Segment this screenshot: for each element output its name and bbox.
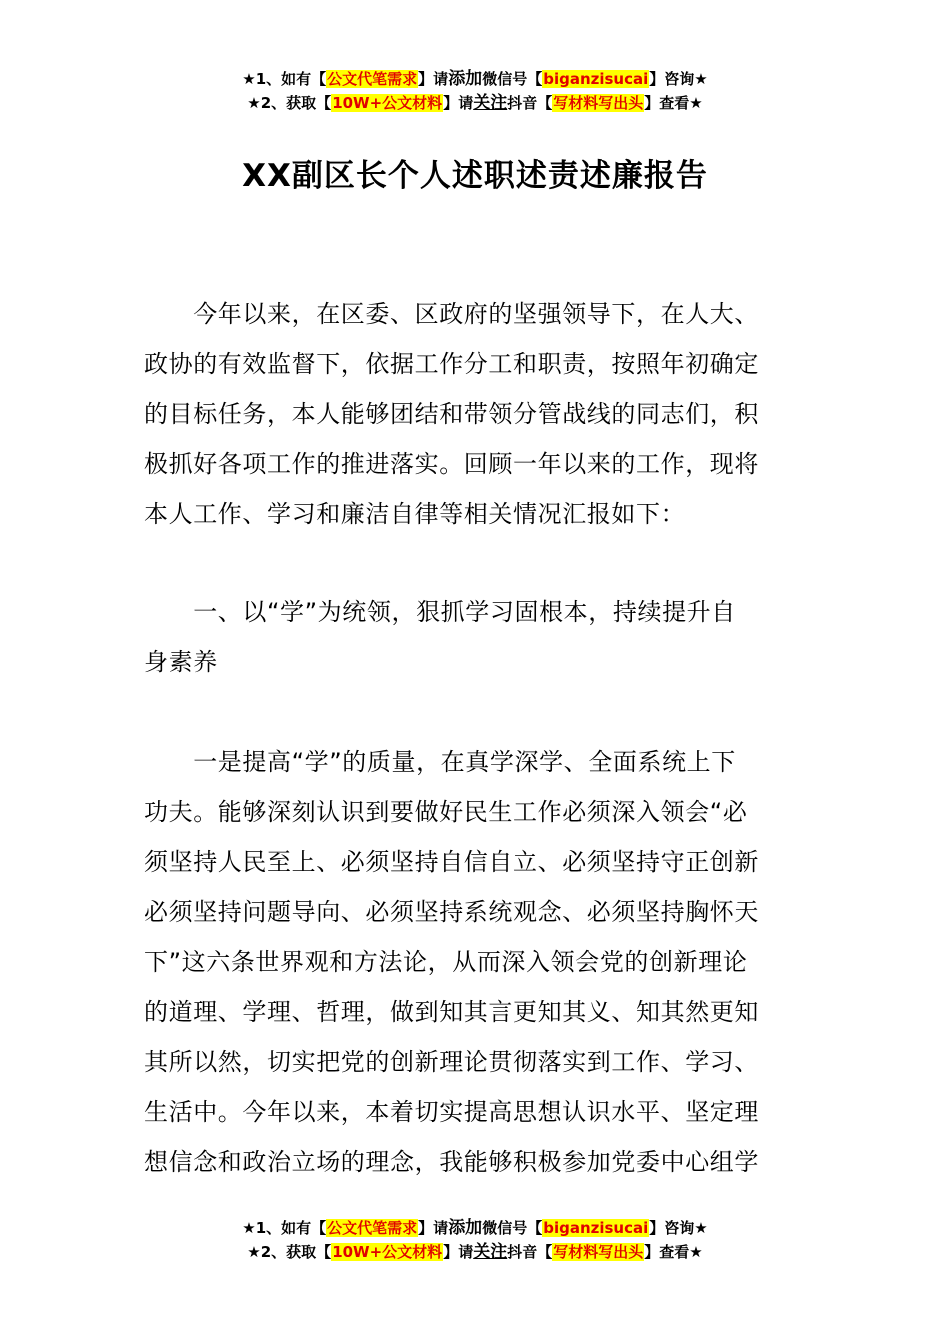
text-line: 一、以“学”为统领，狠抓学习固根本，持续提升自 [144,598,736,626]
banner-highlight: 写材料写出头 [553,94,644,112]
text-line: 的目标任务，本人能够团结和带领分管战线的同志们，积 [144,400,759,428]
banner-emphasis: 添加 [448,1218,483,1238]
bottom-banner [0,1216,950,1264]
banner-highlight: 写材料写出头 [553,1243,644,1261]
banner-text: 】咨询★ [649,70,708,88]
banner-highlight: 公文代笔需求 [327,70,418,88]
banner-text: 微信号【 [482,1219,543,1237]
text-line: 政协的有效监督下，依据工作分工和职责，按照年初确定 [144,350,759,378]
banner-text: 】咨询★ [649,1219,708,1237]
banner-line-1 [0,1216,950,1240]
text-line: 须坚持人民至上、必须坚持自信自立、必须坚持守正创新 [144,848,759,876]
banner-highlight: biganzisucai [543,1219,649,1237]
text-line: 必须坚持问题导向、必须坚持系统观念、必须坚持胸怀天 [144,898,759,926]
banner-text: 】查看★ [644,94,703,112]
banner-highlight: 10W+公文材料 [332,1243,443,1261]
banner-emphasis: 关注 [473,93,508,113]
banner-text: 抖音【 [507,94,553,112]
banner-emphasis: 添加 [448,69,483,89]
top-banner [0,67,950,115]
banner-line-2 [0,91,950,115]
banner-text: 】请 [418,1219,449,1237]
banner-highlight: 公文代笔需求 [327,1219,418,1237]
banner-text: 微信号【 [482,70,543,88]
banner-highlight: 10W+公文材料 [332,94,443,112]
text-line: 今年以来，在区委、区政府的坚强领导下，在人大、 [144,300,759,328]
text-line: 极抓好各项工作的推进落实。回顾一年以来的工作，现将 [144,450,759,478]
text-line: 的道理、学理、哲理，做到知其言更知其义、知其然更知 [144,998,759,1026]
banner-text: 抖音【 [507,1243,553,1261]
section-heading-1 [144,587,808,687]
text-line: 下”这六条世界观和方法论，从而深入领会党的创新理论 [144,948,748,976]
banner-text: ★2、获取【 [247,94,332,112]
banner-highlight: biganzisucai [543,70,649,88]
banner-line-2 [0,1240,950,1264]
body-paragraph-1 [144,737,808,1187]
text-line: 一是提高“学”的质量，在真学深学、全面系统上下 [144,748,736,776]
banner-text: ★1、如有【 [242,70,327,88]
text-line: 功夫。能够深刻认识到要做好民生工作必须深入领会“必 [144,798,748,826]
banner-text: 】查看★ [644,1243,703,1261]
banner-text: 】请 [418,70,449,88]
text-line: 身素养 [144,648,218,676]
document-title: XX副区长个人述职述责述廉报告 [242,158,708,194]
text-line: 想信念和政治立场的理念，我能够积极参加党委中心组学 [144,1148,759,1176]
banner-emphasis: 关注 [473,1242,508,1262]
text-line: 生活中。今年以来，本着切实提高思想认识水平、坚定理 [144,1098,759,1126]
intro-paragraph [144,289,808,539]
banner-text: 】请 [443,94,474,112]
banner-text: 】请 [443,1243,474,1261]
banner-text: ★2、获取【 [247,1243,332,1261]
text-line: 本人工作、学习和廉洁自律等相关情况汇报如下： [144,500,686,528]
banner-text: ★1、如有【 [242,1219,327,1237]
text-line: 其所以然，切实把党的创新理论贯彻落实到工作、学习、 [144,1048,759,1076]
banner-line-1 [0,67,950,91]
